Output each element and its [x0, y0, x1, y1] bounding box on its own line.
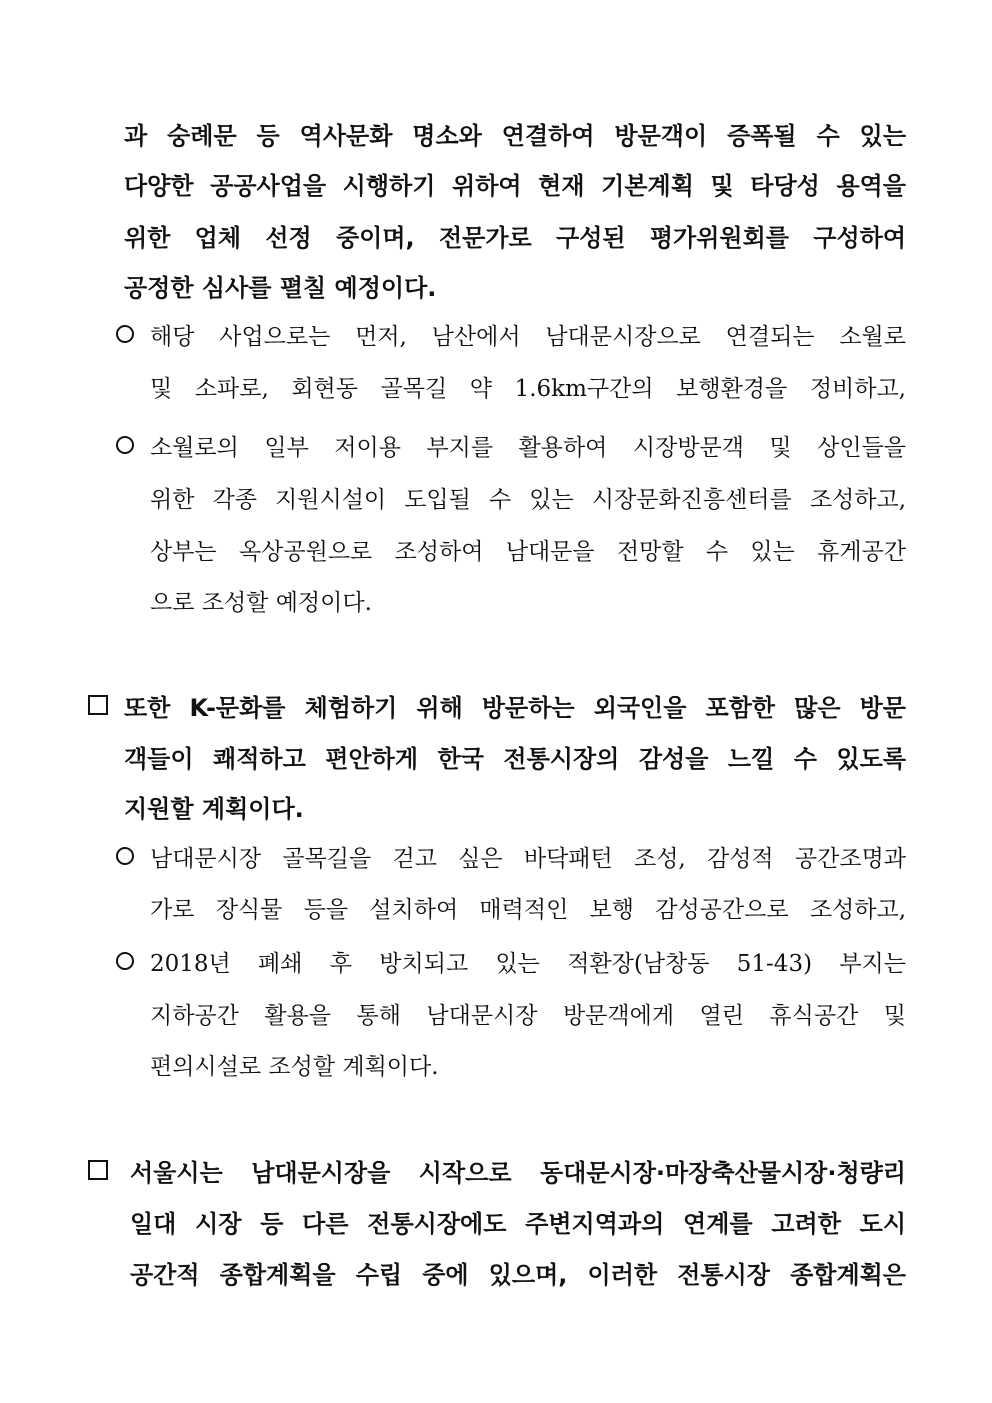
bullet-line: 남대문시장 골목길을 걷고 싶은 바닥패턴 조성, 감성적 공간조명과: [150, 846, 906, 872]
bullet-line: 소월로의 일부 저이용 부지를 활용하여 시장방문객 및 상인들을: [150, 435, 906, 461]
paragraph-line: 공정한 심사를 펼칠 예정이다.: [124, 274, 437, 302]
section-line: 객들이 쾌적하고 편안하게 한국 전통시장의 감성을 느낄 수 있도록: [124, 745, 906, 773]
paragraph-line: 과 숭례문 등 역사문화 명소와 연결하여 방문객이 증폭될 수 있는: [124, 122, 906, 150]
bullet-line: 위한 각종 지원시설이 도입될 수 있는 시장문화진흥센터를 조성하고,: [150, 487, 906, 513]
circle-bullet-icon: [116, 325, 134, 343]
bullet-line: 2018년 폐쇄 후 방치되고 있는 적환장(남창동 51-43) 부지는: [150, 951, 906, 977]
square-bullet-icon: [88, 695, 108, 715]
bullet-line: 해당 사업으로는 먼저, 남산에서 남대문시장으로 연결되는 소월로: [150, 324, 906, 350]
section-line: 지원할 계획이다.: [124, 795, 304, 823]
bullet-line: 으로 조성할 예정이다.: [150, 590, 372, 616]
bullet-line: 가로 장식물 등을 설치하여 매력적인 보행 감성공간으로 조성하고,: [150, 897, 906, 923]
section-line: 일대 시장 등 다른 전통시장에도 주변지역과의 연계를 고려한 도시: [130, 1210, 906, 1238]
paragraph-line: 위한 업체 선정 중이며, 전문가로 구성된 평가위원회를 구성하여: [124, 224, 906, 252]
bullet-line: 상부는 옥상공원으로 조성하여 남대문을 전망할 수 있는 휴게공간: [150, 539, 906, 565]
circle-bullet-icon: [116, 436, 134, 454]
bullet-line: 지하공간 활용을 통해 남대문시장 방문객에게 열린 휴식공간 및: [150, 1003, 906, 1029]
bullet-line: 및 소파로, 회현동 골목길 약 1.6km구간의 보행환경을 정비하고,: [150, 376, 906, 402]
section-line: 서울시는 남대문시장을 시작으로 동대문시장·마장축산물시장·청량리: [130, 1159, 906, 1187]
section-line: 공간적 종합계획을 수립 중에 있으며, 이러한 전통시장 종합계획은: [130, 1261, 906, 1289]
square-bullet-icon: [88, 1160, 108, 1180]
circle-bullet-icon: [116, 847, 134, 865]
section-line: 또한 K-문화를 체험하기 위해 방문하는 외국인을 포함한 많은 방문: [124, 694, 906, 722]
circle-bullet-icon: [116, 952, 134, 970]
paragraph-line: 다양한 공공사업을 시행하기 위하여 현재 기본계획 및 타당성 용역을: [124, 172, 906, 200]
bullet-line: 편의시설로 조성할 계획이다.: [150, 1054, 439, 1080]
